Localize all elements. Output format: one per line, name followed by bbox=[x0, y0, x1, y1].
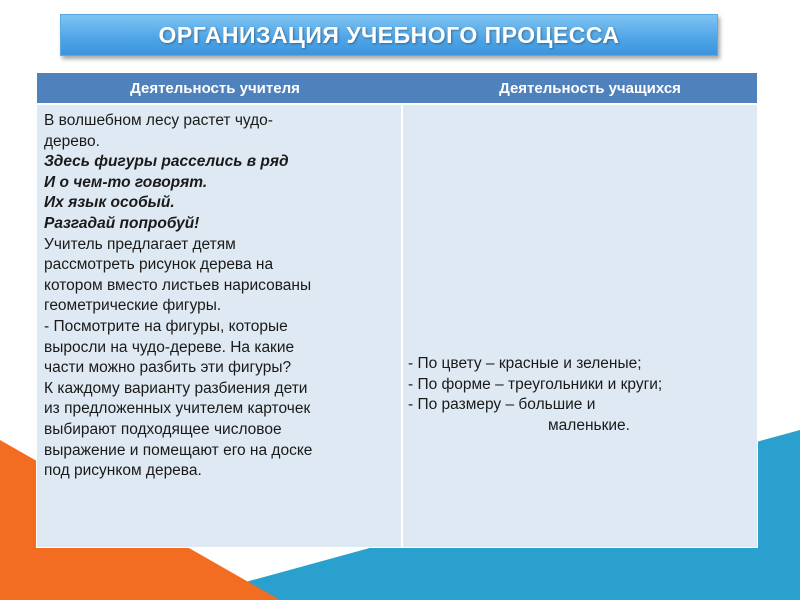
body-line: - Посмотрите на фигуры, которые bbox=[44, 317, 288, 335]
body-line: Учитель предлагает детям bbox=[44, 235, 236, 253]
answer-line: - По форме – треугольники и круги; bbox=[408, 375, 663, 393]
activity-table bbox=[36, 72, 758, 548]
answer-line: - По цвету – красные и зеленые; bbox=[408, 355, 642, 372]
body-line: рассмотреть рисунок дерева на bbox=[44, 256, 274, 274]
body-line: части можно разбить эти фигуры? bbox=[44, 359, 292, 377]
intro-line: дерево. bbox=[44, 132, 100, 150]
body-line: котором вместо листьев нарисованы bbox=[44, 276, 312, 294]
header-student-activity: Деятельность учащихся bbox=[499, 79, 681, 97]
table-body-row bbox=[37, 105, 757, 547]
body-line: выражение и помещают его на доске bbox=[44, 441, 313, 459]
student-answers bbox=[408, 354, 753, 436]
title-banner bbox=[60, 14, 718, 56]
body-line: под рисунком дерева. bbox=[44, 462, 202, 480]
body-line: К каждому варианту разбиения дети bbox=[44, 379, 308, 397]
body-line: выросли на чудо-дереве. На какие bbox=[44, 338, 295, 356]
answer-line: - По размеру – большие и bbox=[408, 396, 596, 414]
teacher-activity-cell bbox=[37, 105, 403, 547]
student-activity-cell bbox=[403, 105, 757, 547]
poem-line: Здесь фигуры расселись в ряд bbox=[44, 153, 289, 171]
slide-title: ОРГАНИЗАЦИЯ УЧЕБНОГО ПРОЦЕССА bbox=[158, 21, 620, 48]
poem-line: И о чем-то говорят. bbox=[44, 173, 208, 191]
body-line: из предложенных учителем карточек bbox=[44, 400, 311, 418]
poem-line: Их язык особый. bbox=[44, 194, 175, 212]
table-header-row bbox=[37, 73, 757, 105]
body-line: выбирают подходящее числовое bbox=[44, 420, 282, 438]
body-line: геометрические фигуры. bbox=[44, 297, 222, 315]
poem-line: Разгадай попробуй! bbox=[44, 214, 200, 232]
header-teacher-activity: Деятельность учителя bbox=[130, 79, 300, 97]
answer-line-continuation: маленькие. bbox=[548, 416, 630, 434]
intro-line: В волшебном лесу растет чудо- bbox=[44, 112, 273, 129]
